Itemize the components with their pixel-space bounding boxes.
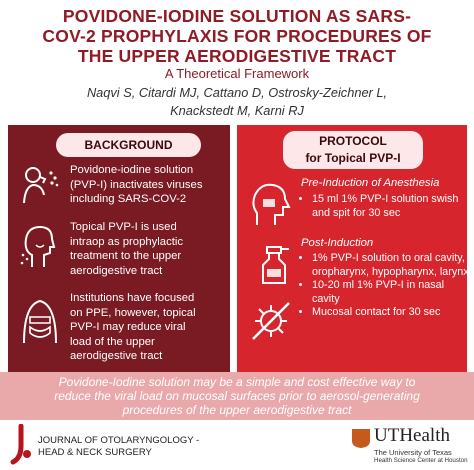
journal-name bbox=[38, 435, 199, 459]
head-gargle-icon bbox=[249, 177, 295, 229]
journal-logo-icon bbox=[8, 424, 34, 466]
uthealth-sub-1: The University of Texas bbox=[374, 448, 452, 457]
spray-bottle-icon bbox=[251, 237, 293, 285]
title-line-1: POVIDONE-IODINE SOLUTION AS SARS- bbox=[62, 6, 412, 26]
bg-item2-line3: treatment to the upper bbox=[70, 250, 182, 262]
title-line-3: THE UPPER AERODIGESTIVE TRACT bbox=[77, 46, 397, 66]
coughing-person-icon bbox=[18, 163, 62, 207]
post-induction-list bbox=[301, 252, 472, 320]
background-item-2 bbox=[70, 220, 183, 278]
ut-emblem-icon bbox=[350, 427, 372, 449]
summary-line-3: procedures of the upper aerodigestive tract bbox=[122, 403, 352, 417]
bg-item3-line4: load of the upper bbox=[70, 335, 155, 348]
protocol-heading bbox=[283, 131, 423, 169]
bg-item3-line5: aerodigestive tract bbox=[70, 350, 163, 362]
bg-item3-line2: on PPE, however, topical bbox=[70, 306, 196, 319]
poster-title bbox=[0, 6, 474, 66]
background-panel bbox=[8, 125, 230, 375]
background-heading: BACKGROUND bbox=[56, 133, 201, 157]
bg-item3-line3: PVP-I may reduce viral bbox=[70, 321, 186, 333]
post-item: • 10-20 ml 1% PVP-I in nasal cavity bbox=[312, 279, 472, 306]
post-item: • 1% PVP-I solution to oral cavity, oropharynx, hypopharynx, larynx bbox=[312, 252, 472, 279]
bg-item3-line1: Institutions have focused bbox=[70, 292, 195, 304]
uthealth-name: UTHealth bbox=[374, 425, 450, 446]
summary-text bbox=[8, 375, 466, 417]
pre-induction-list bbox=[301, 193, 472, 220]
post-item: • Mucosal contact for 30 sec bbox=[312, 306, 472, 320]
protocol-heading-line1: PROTOCOL bbox=[319, 134, 387, 148]
summary-line-1: Povidone-Iodine solution may be a simple and cost effective way to bbox=[58, 375, 416, 389]
ppe-face-mask-icon bbox=[18, 293, 62, 347]
authors-line-2: Knackstedt M, Karni RJ bbox=[170, 103, 304, 118]
bg-item2-line1: Topical PVP-I is used bbox=[70, 221, 177, 233]
background-item-3 bbox=[70, 291, 196, 364]
poster-subtitle: A Theoretical Framework bbox=[164, 66, 310, 81]
bg-item1-line1: Povidone-iodine solution bbox=[70, 164, 194, 176]
authors bbox=[0, 84, 474, 120]
bg-item1-line3: including SARS-COV-2 bbox=[70, 193, 187, 205]
head-throat-spray-icon bbox=[18, 221, 62, 271]
summary-line-2: reduce the viral load on mucosal surfaces prior to aerosol-generating bbox=[54, 389, 420, 403]
title-line-2: COV-2 PROPHYLAXIS FOR PROCEDURES OF bbox=[42, 26, 432, 46]
bg-item1-line2: (PVP-I) inactivates viruses bbox=[70, 178, 203, 191]
protocol-panel bbox=[237, 125, 467, 375]
journal-line-1: JOURNAL OF OTOLARYNGOLOGY - bbox=[38, 435, 200, 446]
post-induction-heading: Post-Induction bbox=[301, 237, 374, 249]
uthealth-sub-2: Health Science Center at Houston bbox=[374, 457, 468, 464]
protocol-heading-line2: for Topical PVP-I bbox=[305, 151, 401, 165]
bg-item2-line4: aerodigestive tract bbox=[70, 264, 163, 277]
pre-item: • 15 ml 1% PVP-I solution swish and spit for 30 sec bbox=[312, 193, 472, 220]
background-item-1 bbox=[70, 163, 202, 207]
pre-induction-heading: Pre-Induction of Anesthesia bbox=[301, 177, 440, 189]
journal-line-2: HEAD & NECK SURGERY bbox=[38, 447, 152, 458]
authors-line-1: Naqvi S, Citardi MJ, Cattano D, Ostrosky-Zeichner L, bbox=[86, 85, 388, 100]
bg-item2-line2: intraop as prophylactic bbox=[70, 235, 184, 248]
virus-blocked-icon bbox=[247, 297, 295, 345]
